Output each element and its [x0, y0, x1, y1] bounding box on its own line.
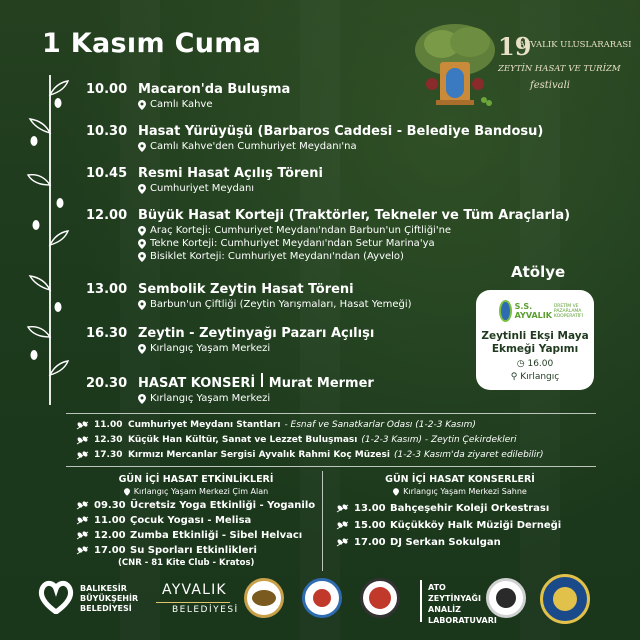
activity-item — [76, 530, 302, 541]
bbb-line1: BALIKESİR — [80, 584, 127, 593]
activity-time: 09.30 — [94, 500, 126, 511]
ato-line3: ANALİZ — [428, 605, 461, 614]
event-name: Hasat Yürüyüşü (Barbaros Caddesi - Belediye Bandosu) — [138, 124, 544, 139]
workshop-time-text: 16.00 — [527, 359, 554, 369]
event-name: Macaron'da Buluşma — [138, 82, 291, 97]
olive-icon — [76, 451, 90, 460]
ato-line4: LABORATUVARI — [428, 616, 497, 625]
workshop-place — [476, 372, 594, 382]
concerts-location-text: Kırlangıç Yaşam Merkezi Sahne — [403, 487, 527, 496]
title-separator — [261, 373, 263, 387]
olive-icon — [76, 516, 90, 525]
festival-edition: 19 — [498, 32, 532, 61]
event-item — [86, 373, 374, 404]
activity-name: Zumba Etkinliği - Sibel Helvacı — [130, 530, 303, 541]
olive-icon — [336, 504, 350, 513]
location-text: Kırlangıç Yaşam Merkezi — [150, 393, 271, 404]
ato-line1: ATO — [428, 583, 446, 592]
bbb-line2: BÜYÜKŞEHİR — [80, 594, 139, 603]
ayvalik-logo-sub: BELEDİYESİ — [172, 605, 239, 615]
balikesir-heart-logo-icon — [38, 580, 74, 614]
event-location — [138, 141, 543, 152]
concert-time: 15.00 — [354, 520, 386, 531]
location-text: Tekne Korteji: Cumhuriyet Meydanı'ndan Setur Marina'ya — [150, 238, 435, 249]
ayvalik-logo-name: AYVALIK — [162, 582, 227, 598]
extra-name: Cumhuriyet Meydanı Stantları — [128, 420, 281, 430]
clock-icon: ◷ — [516, 359, 528, 369]
festival-line2: ZEYTİN HASAT VE TURİZM — [498, 64, 621, 74]
extra-event-item — [76, 450, 544, 460]
location-pin-icon — [138, 300, 146, 310]
extra-time: 17.30 — [94, 450, 123, 460]
event-time: 13.00 — [86, 282, 128, 297]
location-pin-icon — [138, 239, 146, 249]
activities-heading: GÜN İÇİ HASAT ETKİNLİKLERİ — [118, 474, 274, 485]
extra-note: (1-2-3 Kasım) - Zeytin Çekirdekleri — [361, 435, 517, 445]
event-item — [86, 326, 374, 354]
extra-name: Küçük Han Kültür, Sanat ve Lezzet Buluşması — [128, 435, 358, 445]
concert-time: 13.00 — [354, 503, 386, 514]
event-location — [138, 251, 570, 262]
bbb-line3: BELEDİYESİ — [80, 604, 132, 613]
workshop-title-line1: Zeytinli Ekşi Maya — [481, 330, 589, 342]
location-pin-icon — [138, 252, 146, 262]
date-title: 1 Kasım Cuma — [42, 28, 262, 59]
concert-item — [336, 520, 561, 531]
workshop-title-line2: Ekmeği Yapımı — [491, 343, 579, 355]
event-name: Sembolik Zeytin Hasat Töreni — [138, 282, 354, 297]
section-divider — [66, 413, 596, 414]
event-location — [138, 99, 290, 110]
balikesir-board-seal-center-icon — [496, 588, 516, 608]
workshop-title — [476, 330, 594, 356]
location-pin-icon — [124, 488, 130, 496]
olive-icon — [336, 538, 350, 547]
location-pin-icon — [393, 488, 399, 496]
activity-item — [76, 500, 315, 511]
extra-event-item — [76, 435, 517, 445]
location-pin-icon — [138, 394, 146, 404]
olive-icon — [76, 421, 90, 430]
activity-name: Su Sporları Etkinlikleri — [130, 545, 257, 556]
event-location — [138, 238, 570, 249]
event-item — [86, 124, 543, 152]
olive-tree-icon — [412, 22, 498, 108]
extra-name: Kırmızı Mercanlar Sergisi Ayvalık Rahmi Koç Müzesi — [128, 450, 390, 460]
location-pin-icon — [138, 184, 146, 194]
ato-lab-logo-bar — [420, 580, 422, 622]
ayvalik-assoc-seal-center-icon — [553, 587, 577, 611]
location-pin-icon — [138, 142, 146, 152]
concert-name: Bahçeşehir Koleji Orkestrası — [390, 503, 550, 514]
location-pin-icon — [138, 100, 146, 110]
cooperative-emblem-icon — [499, 300, 512, 322]
event-name: Zeytin - Zeytinyağı Pazarı Açılışı — [138, 326, 375, 341]
concert-name: Küçükköy Halk Müziği Derneği — [390, 520, 562, 531]
event-name: Resmi Hasat Açılış Töreni — [138, 166, 323, 181]
extra-time: 11.00 — [94, 420, 123, 430]
activity-item — [76, 515, 251, 526]
event-performer: Murat Mermer — [268, 376, 374, 391]
workshop-place-text: Kırlangıç — [520, 372, 560, 382]
location-text: Araç Korteji: Cumhuriyet Meydanı'ndan Barbun'un Çiftliği'ne — [150, 225, 452, 236]
event-location — [138, 393, 374, 404]
event-item — [86, 166, 323, 194]
location-text: Camlı Kahve'den Cumhuriyet Meydanı'na — [150, 141, 357, 152]
location-text: Bisiklet Korteji: Cumhuriyet Meydanı'ndan (Ayvelo) — [150, 251, 404, 262]
workshop-time — [476, 359, 594, 369]
chamber-seal-center-icon — [313, 589, 331, 607]
festival-logo — [412, 22, 632, 108]
location-text: Kırlangıç Yaşam Merkezi — [150, 343, 271, 354]
event-time: 10.00 — [86, 82, 128, 97]
olive-icon — [76, 501, 90, 510]
location-pin-icon — [138, 226, 146, 236]
festival-line3: festivali — [530, 80, 570, 91]
olive-icon — [336, 521, 350, 530]
ato-line2: ZEYTİNYAĞI — [428, 594, 481, 603]
section-divider — [66, 466, 596, 467]
activity-time: 17.00 — [94, 545, 126, 556]
event-name: HASAT KONSERİ — [138, 376, 256, 391]
olive-icon — [76, 436, 90, 445]
activities-location — [76, 487, 316, 496]
olive-icon — [76, 546, 90, 555]
concert-item — [336, 537, 501, 548]
workshop-card — [476, 290, 594, 390]
cooperative-short-name: S.S. AYVALIK — [514, 302, 552, 320]
olive-branch-timeline-icon — [22, 75, 72, 405]
esnaf-seal-center-icon — [369, 587, 391, 609]
event-location — [138, 343, 374, 354]
event-location — [138, 225, 570, 236]
event-time: 10.45 — [86, 166, 128, 181]
event-location — [138, 299, 412, 310]
ato-seal-center-icon — [252, 590, 276, 606]
concerts-heading: GÜN İÇİ HASAT KONSERLERİ — [385, 474, 535, 485]
ayvalik-logo-line — [156, 602, 230, 603]
activity-time: 12.00 — [94, 530, 126, 541]
event-time: 20.30 — [86, 376, 128, 391]
olive-icon — [76, 531, 90, 540]
event-item — [86, 208, 570, 262]
activity-name: Ücretsiz Yoga Etkinliği - Yoganilo — [130, 500, 316, 511]
concert-time: 17.00 — [354, 537, 386, 548]
location-text: Camlı Kahve — [150, 99, 213, 110]
event-location — [138, 183, 323, 194]
workshop-heading: Atölye — [511, 263, 566, 281]
cooperative-long-name: ÜRETİM VE PAZARLAMA KOOPERATİFİ — [553, 303, 583, 319]
event-item — [86, 282, 412, 310]
cooperative-logo — [499, 300, 594, 322]
concerts-location — [330, 487, 590, 496]
balikesir-logo-text — [80, 584, 138, 614]
event-name: Büyük Hasat Korteji (Traktörler, Tekneler ve Tüm Araçlarla) — [138, 208, 571, 223]
event-time: 16.30 — [86, 326, 128, 341]
extra-time: 12.30 — [94, 435, 123, 445]
location-text: Cumhuriyet Meydanı — [150, 183, 255, 194]
column-divider — [322, 471, 323, 571]
location-pin-icon — [138, 344, 146, 354]
activity-note: (CNR - 81 Kite Club - Kratos) — [118, 558, 255, 568]
location-pin-icon: ⚲ — [510, 372, 521, 382]
location-text: Barbun'un Çiftliği (Zeytin Yarışmaları, Hasat Yemeği) — [150, 299, 412, 310]
extra-note: - Esnaf ve Sanatkarlar Odası (1-2-3 Kasım) — [284, 420, 476, 430]
event-time: 12.00 — [86, 208, 128, 223]
activity-item — [76, 545, 257, 556]
activity-name: Çocuk Yogası - Melisa — [130, 515, 252, 526]
extra-event-item — [76, 420, 476, 430]
event-time: 10.30 — [86, 124, 128, 139]
activities-location-text: Kırlangıç Yaşam Merkezi Çim Alan — [133, 487, 269, 496]
event-item — [86, 82, 290, 110]
festival-line1: AYVALIK ULUSLARARASI — [519, 40, 632, 50]
extra-note: (1-2-3 Kasım'da ziyaret edilebilir) — [393, 450, 544, 460]
concert-item — [336, 503, 549, 514]
concert-name: DJ Serkan Sokulgan — [390, 537, 501, 548]
activity-time: 11.00 — [94, 515, 126, 526]
